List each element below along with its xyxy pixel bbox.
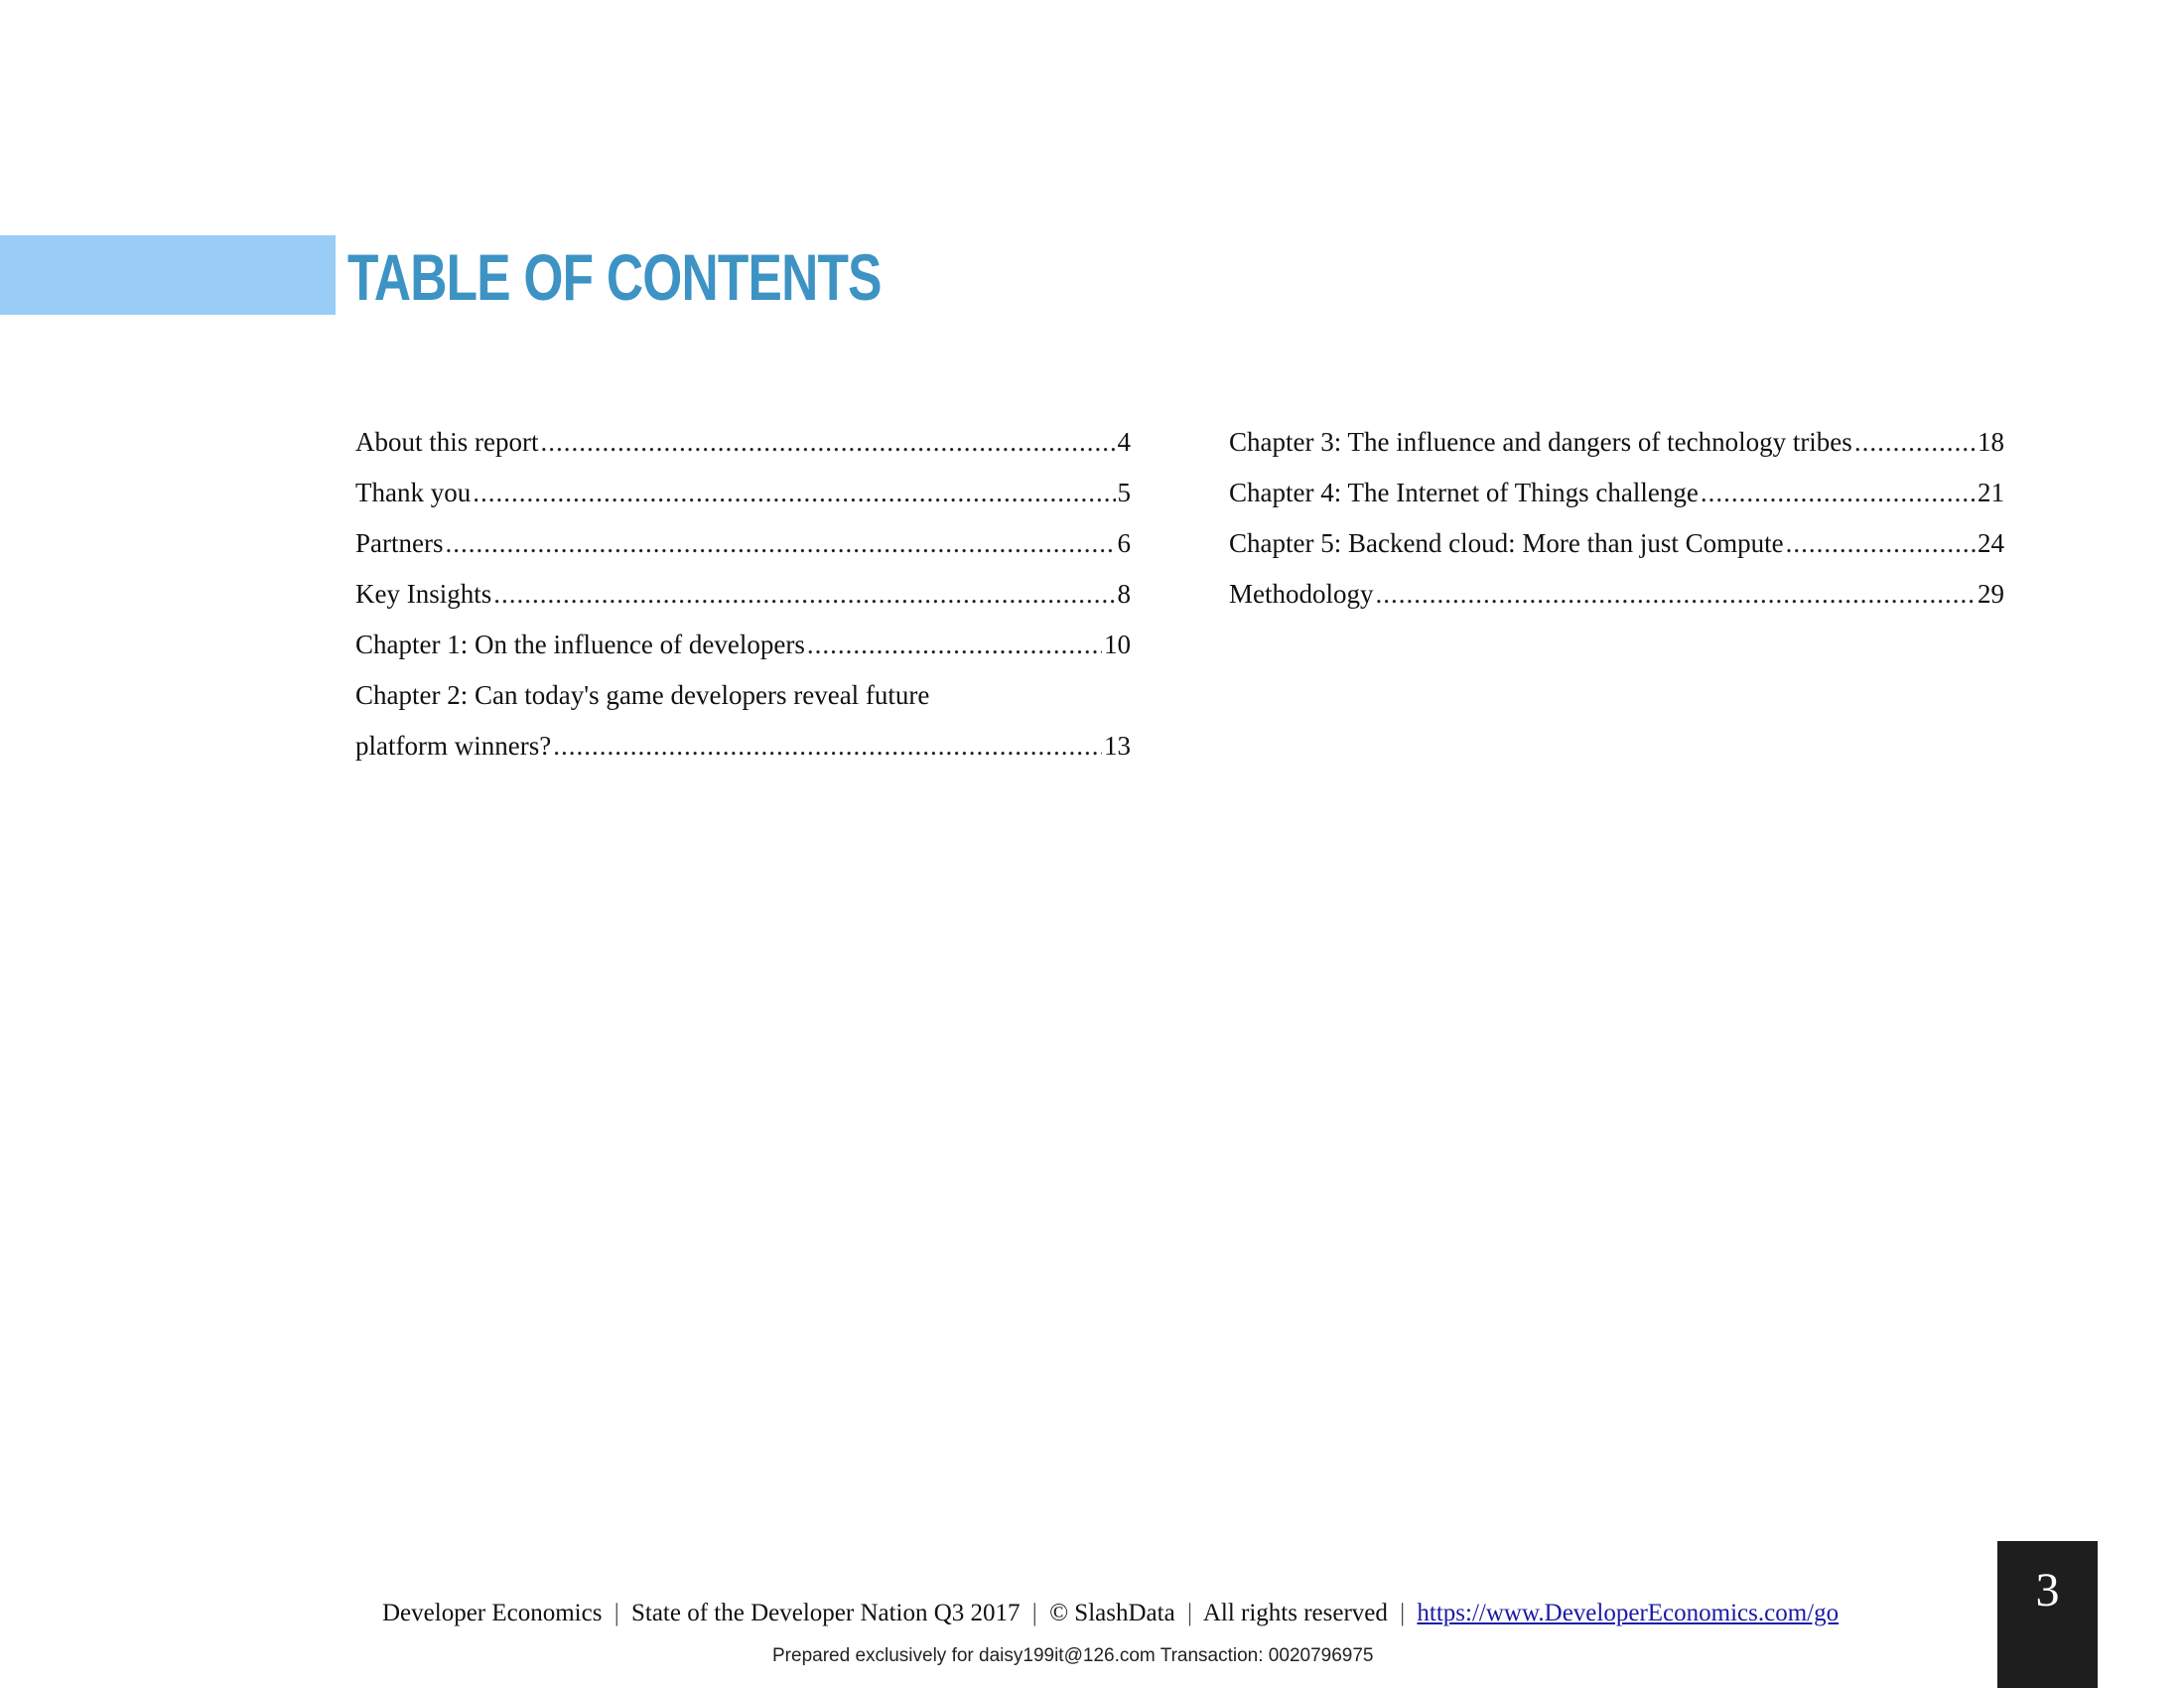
toc-entry-page: 8 — [1117, 579, 1131, 609]
toc-entry-page: 10 — [1104, 630, 1131, 659]
toc-dot-leader — [1786, 518, 1976, 569]
toc-entry-label: platform winners? — [355, 731, 552, 761]
footer-brand: Developer Economics — [382, 1600, 603, 1626]
toc-dot-leader — [473, 468, 1115, 518]
footer-separator: | — [1031, 1600, 1037, 1626]
toc-dot-leader — [1854, 417, 1976, 468]
footer-rights: All rights reserved — [1202, 1600, 1388, 1626]
toc-dot-leader — [445, 518, 1115, 569]
toc-column-left — [355, 417, 1131, 772]
toc-entry-label: Key Insights — [355, 579, 492, 609]
toc-dot-leader — [553, 721, 1102, 772]
header-accent-bar — [0, 235, 336, 315]
page-number: 3 — [2035, 1564, 2060, 1617]
toc-entry[interactable] — [355, 620, 1131, 670]
footer-separator: | — [1400, 1600, 1406, 1626]
toc-entry-page: 29 — [1978, 579, 2004, 609]
toc-dot-leader — [1376, 569, 1977, 620]
footer-report-name: State of the Developer Nation Q3 2017 — [630, 1600, 1021, 1626]
toc-entry-page: 6 — [1117, 528, 1131, 558]
footer-separator: | — [614, 1600, 619, 1626]
toc-entry-label: Chapter 1: On the influence of developers — [355, 630, 805, 659]
toc-entry-page: 24 — [1978, 528, 2004, 558]
toc-entry[interactable] — [355, 468, 1131, 518]
toc-entry[interactable] — [355, 417, 1131, 468]
toc-entry-page: 21 — [1978, 478, 2004, 507]
prepared-for-notice: Prepared exclusively for daisy199it@126.com Transaction: 0020796975 — [772, 1645, 1374, 1666]
toc-entry-chapter2-line1[interactable] — [355, 670, 1131, 721]
toc-dot-leader — [493, 569, 1115, 620]
toc-entry-label: Chapter 2: Can today's game developers reveal future — [355, 680, 930, 710]
toc-column-right — [1229, 417, 2004, 620]
toc-entry[interactable] — [1229, 417, 2004, 468]
toc-entry-label: Chapter 4: The Internet of Things challenge — [1229, 478, 1699, 507]
toc-entry-label: Chapter 5: Backend cloud: More than just Compute — [1229, 528, 1784, 558]
footer-website-link[interactable]: https://www.DeveloperEconomics.com/go — [1417, 1600, 1840, 1626]
toc-entry-label: About this report — [355, 427, 539, 457]
toc-entry[interactable] — [1229, 569, 2004, 620]
toc-entry-label: Thank you — [355, 478, 472, 507]
toc-entry-label: Chapter 3: The influence and dangers of technology tribes — [1229, 427, 1852, 457]
page-title: TABLE OF CONTENTS — [347, 240, 882, 314]
toc-dot-leader — [1701, 468, 1976, 518]
toc-entry-page: 13 — [1104, 731, 1131, 761]
page-number-box — [1997, 1541, 2098, 1688]
toc-entry[interactable] — [1229, 518, 2004, 569]
toc-entry-page: 5 — [1117, 478, 1131, 507]
toc-entry-page: 4 — [1117, 427, 1131, 457]
toc-dot-leader — [807, 620, 1102, 670]
footer-separator: | — [1186, 1600, 1192, 1626]
toc-entry-label: Partners — [355, 528, 444, 558]
toc-dot-leader — [540, 417, 1115, 468]
toc-entry-chapter2-line2[interactable] — [355, 721, 1131, 772]
footer-copyright: © SlashData — [1049, 1600, 1175, 1626]
toc-entry[interactable] — [355, 569, 1131, 620]
footer — [382, 1596, 1961, 1631]
toc-entry[interactable] — [1229, 468, 2004, 518]
toc-entry-label: Methodology — [1229, 579, 1374, 609]
toc-entry[interactable] — [355, 518, 1131, 569]
toc-entry-page: 18 — [1978, 427, 2004, 457]
